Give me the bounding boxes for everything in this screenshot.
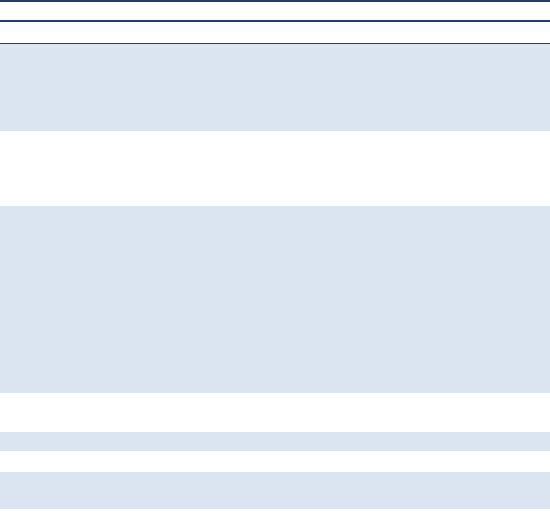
header-time xyxy=(0,22,110,44)
row-time xyxy=(0,132,110,206)
row-person xyxy=(110,432,225,452)
row-person xyxy=(110,472,225,510)
row-content xyxy=(225,206,550,394)
row-content xyxy=(225,452,550,472)
row-person xyxy=(110,132,225,206)
energy-policy-table xyxy=(0,22,550,510)
row-time xyxy=(0,394,110,432)
row-content xyxy=(225,132,550,206)
row-person xyxy=(110,44,225,132)
row-time xyxy=(0,44,110,132)
header-row xyxy=(0,22,550,44)
row-time xyxy=(0,432,110,452)
table-row xyxy=(0,206,550,394)
row-person xyxy=(110,394,225,432)
row-time xyxy=(0,472,110,510)
table-row xyxy=(0,132,550,206)
table-row xyxy=(0,432,550,452)
row-content xyxy=(225,432,550,452)
header-content xyxy=(225,22,550,44)
row-content xyxy=(225,394,550,432)
row-time xyxy=(0,452,110,472)
row-content xyxy=(225,44,550,132)
table-row xyxy=(0,452,550,472)
table-row xyxy=(0,472,550,510)
header-person xyxy=(110,22,225,44)
row-time xyxy=(0,206,110,394)
table-row xyxy=(0,394,550,432)
row-person xyxy=(110,206,225,394)
row-content xyxy=(225,472,550,510)
table-row xyxy=(0,44,550,132)
row-person xyxy=(110,452,225,472)
bottom-rule xyxy=(0,0,550,2)
